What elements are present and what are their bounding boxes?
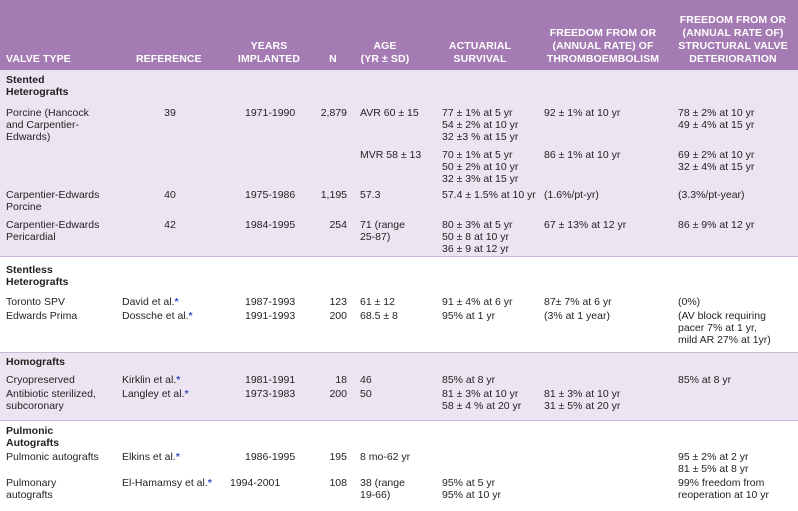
cell-reference: 39: [164, 107, 176, 119]
cell-age: 57.3: [360, 189, 381, 201]
cell-years: 1981-1991: [245, 374, 296, 386]
cell-valve-type: Carpentier-Edwards Porcine: [6, 189, 100, 213]
reference-marker: *: [176, 374, 181, 386]
reference-marker: *: [207, 477, 212, 489]
cell-valve-type: Pulmonic autografts: [6, 451, 99, 463]
cell-n: 254: [329, 219, 347, 231]
cell-valve-deterioration: 78 ± 2% at 10 yr 49 ± 4% at 15 yr: [678, 107, 755, 131]
header-valve-deterioration: FREEDOM FROM OR (ANNUAL RATE OF) STRUCTURAL VALVE DETERIORATION: [678, 14, 788, 65]
cell-valve-type: Edwards Prima: [6, 310, 78, 322]
cell-survival: 77 ± 1% at 5 yr 54 ± 2% at 10 yr 32 ±3 % at 15 yr: [442, 107, 519, 143]
reference-marker: *: [184, 388, 189, 400]
cell-valve-deterioration: 86 ± 9% at 12 yr: [678, 219, 755, 231]
cell-valve-type: Porcine (Hancock and Carpentier- Edwards): [6, 107, 89, 143]
cell-age: 71 (range 25-87): [360, 219, 405, 243]
cell-thromboembolism: 67 ± 13% at 12 yr: [544, 219, 627, 231]
cell-valve-type: Antibiotic sterilized, subcoronary: [6, 388, 96, 412]
header-years: YEARS IMPLANTED: [237, 40, 301, 65]
cell-reference: 40: [164, 189, 176, 201]
cell-age: 68.5 ± 8: [360, 310, 398, 322]
cell-n: 108: [329, 477, 347, 489]
cell-reference: Elkins et al.*: [122, 451, 180, 463]
cell-survival: 57.4 ± 1.5% at 10 yr: [442, 189, 536, 201]
header-valve-type: VALVE TYPE: [6, 53, 71, 65]
cell-reference: Kirklin et al.*: [122, 374, 181, 386]
cell-n: 2,879: [320, 107, 347, 119]
header-thromboembolism: FREEDOM FROM OR (ANNUAL RATE) OF THROMBOEMBOLISM: [546, 27, 660, 65]
cell-survival: 95% at 5 yr 95% at 10 yr: [442, 477, 501, 501]
cell-survival: 85% at 8 yr: [442, 374, 496, 386]
cell-reference: El-Hamamsy et al.*: [122, 477, 212, 489]
cell-years: 1987-1993: [245, 296, 296, 308]
cell-years: 1991-1993: [245, 310, 296, 322]
cell-thromboembolism: 87± 7% at 6 yr: [544, 296, 612, 308]
cell-valve-deterioration: (0%): [678, 296, 701, 308]
cell-years: 1975-1986: [245, 189, 296, 201]
cell-reference: Dossche et al.*: [122, 310, 193, 322]
cell-valve-deterioration: 69 ± 2% at 10 yr 32 ± 4% at 15 yr: [678, 149, 755, 173]
cell-n: 200: [329, 310, 347, 322]
table-header: [0, 0, 798, 70]
cell-thromboembolism: (1.6%/pt-yr): [544, 189, 599, 201]
cell-survival: 81 ± 3% at 10 yr 58 ± 4 % at 20 yr: [442, 388, 522, 412]
cell-survival: 80 ± 3% at 5 yr 50 ± 8 at 10 yr 36 ± 9 at 12 yr: [442, 219, 513, 255]
cell-years: 1971-1990: [245, 107, 296, 119]
cell-valve-type: Toronto SPV: [6, 296, 65, 308]
cell-age: AVR 60 ± 15: [360, 107, 419, 119]
cell-valve-deterioration: 95 ± 2% at 2 yr 81 ± 5% at 8 yr: [678, 451, 749, 475]
header-survival: ACTUARIAL SURVIVAL: [448, 40, 512, 65]
cell-survival: 70 ± 1% at 5 yr 50 ± 2% at 10 yr 32 ± 3% at 15 yr: [442, 149, 519, 185]
section-title-stentless: Stentless Heterografts: [6, 264, 69, 288]
header-n: N: [329, 53, 337, 65]
cell-valve-type: Pulmonary autografts: [6, 477, 57, 501]
cell-n: 1,195: [320, 189, 347, 201]
cell-n: 18: [335, 374, 347, 386]
cell-age: 46: [360, 374, 372, 386]
header-reference: REFERENCE: [136, 53, 202, 65]
section-band-homografts: [0, 353, 798, 420]
cell-valve-deterioration: (3.3%/pt-year): [678, 189, 745, 201]
reference-marker: *: [175, 451, 180, 463]
cell-thromboembolism: 86 ± 1% at 10 yr: [544, 149, 621, 161]
cell-n: 195: [329, 451, 347, 463]
section-title-homografts: Homografts: [6, 356, 65, 368]
cell-years: 1973-1983: [245, 388, 296, 400]
cell-survival: 95% at 1 yr: [442, 310, 496, 322]
cell-survival: 91 ± 4% at 6 yr: [442, 296, 513, 308]
reference-marker: *: [174, 296, 179, 308]
cell-valve-deterioration: (AV block requiring pacer 7% at 1 yr, mild AR 27% at 1yr): [678, 310, 771, 346]
cell-n: 200: [329, 388, 347, 400]
cell-years: 1994-2001: [230, 477, 281, 489]
cell-thromboembolism: 92 ± 1% at 10 yr: [544, 107, 621, 119]
cell-age: 8 mo-62 yr: [360, 451, 411, 463]
cell-age: 50: [360, 388, 372, 400]
cell-years: 1984-1995: [245, 219, 296, 231]
cell-age: 61 ± 12: [360, 296, 395, 308]
header-age: AGE (YR ± SD): [360, 40, 410, 65]
cell-age: 38 (range 19-66): [360, 477, 405, 501]
cell-reference: David et al.*: [122, 296, 179, 308]
reference-marker: *: [188, 310, 193, 322]
section-title-stented: Stented Heterografts: [6, 74, 69, 98]
cell-age: MVR 58 ± 13: [360, 149, 422, 161]
cell-thromboembolism: 81 ± 3% at 10 yr 31 ± 5% at 20 yr: [544, 388, 621, 412]
cell-years: 1986-1995: [245, 451, 296, 463]
cell-reference: Langley et al.*: [122, 388, 189, 400]
cell-reference: 42: [164, 219, 176, 231]
cell-valve-type: Carpentier-Edwards Pericardial: [6, 219, 100, 243]
cell-valve-type: Cryopreserved: [6, 374, 75, 386]
cell-n: 123: [329, 296, 347, 308]
cell-thromboembolism: (3% at 1 year): [544, 310, 610, 322]
section-title-pulmonic: Pulmonic Autografts: [6, 425, 60, 449]
cell-valve-deterioration: 85% at 8 yr: [678, 374, 732, 386]
cell-valve-deterioration: 99% freedom from reoperation at 10 yr: [678, 477, 770, 501]
